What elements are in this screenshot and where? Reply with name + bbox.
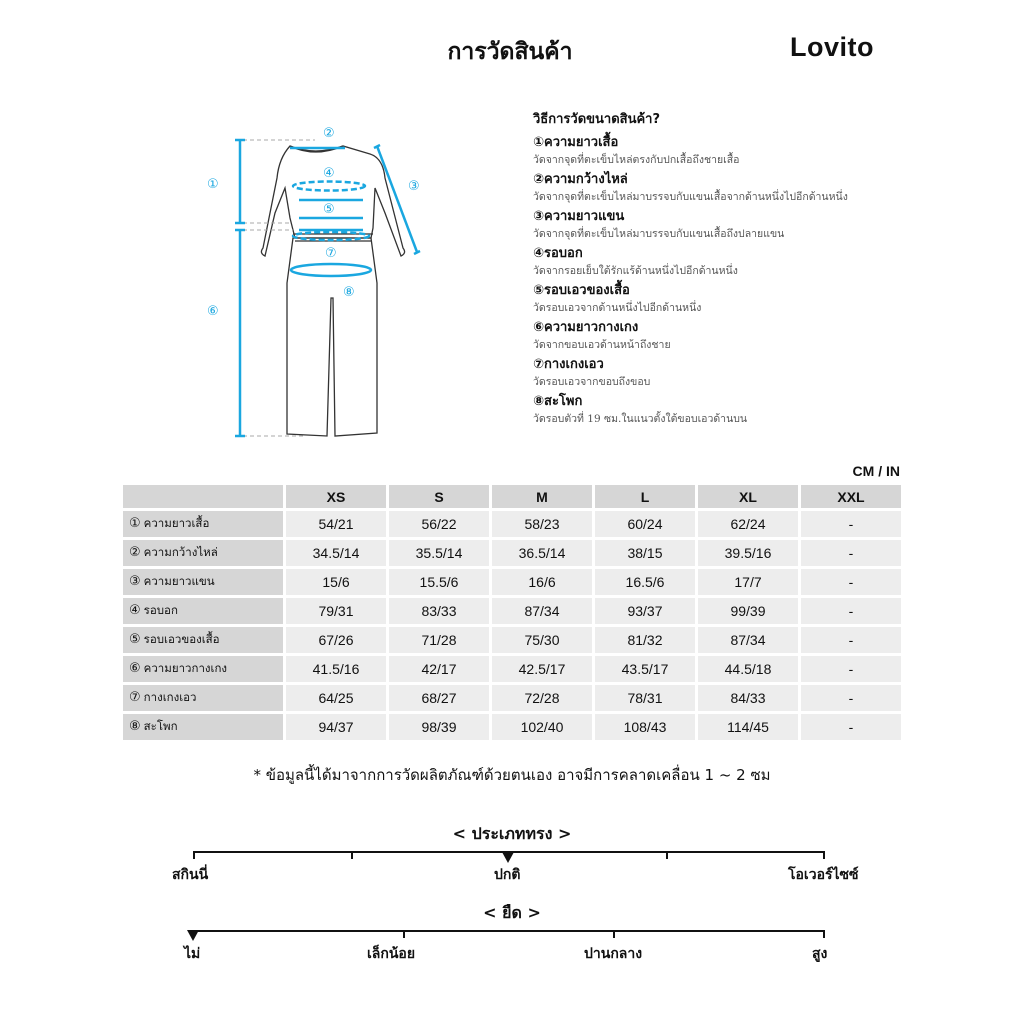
table-cell: 83/33 xyxy=(389,598,489,624)
table-row xyxy=(123,511,901,537)
stretch-scale-line xyxy=(193,930,825,932)
stretch-scale-tick xyxy=(613,931,615,938)
guide-item-desc: วัดจากจุดที่ตะเข็บไหล่มาบรรจบกับแขนเสื้อถึงปลายแขน xyxy=(533,228,785,240)
row-label xyxy=(123,511,283,537)
table-cell: - xyxy=(801,598,901,624)
callout-1: ① xyxy=(207,177,219,192)
table-cell: 43.5/17 xyxy=(595,656,695,682)
row-number: ⑥ xyxy=(129,661,141,676)
callout-7: ⑦ xyxy=(325,246,337,261)
row-number: ① xyxy=(129,516,141,531)
row-label xyxy=(123,540,283,566)
row-label-text: ความยาวเสื้อ xyxy=(143,516,210,530)
guide-item-title: ⑥ความยาวกางเกง xyxy=(533,320,639,335)
table-cell: 54/21 xyxy=(286,511,386,537)
table-cell: 98/39 xyxy=(389,714,489,740)
table-row xyxy=(123,656,901,682)
table-cell: 71/28 xyxy=(389,627,489,653)
table-corner-cell xyxy=(123,485,283,508)
row-label-text: ความยาวกางเกง xyxy=(143,661,228,675)
table-cell: 87/34 xyxy=(698,627,798,653)
guide-item xyxy=(533,170,993,205)
guide-item-desc: วัดจากจุดที่ตะเข็บไหล่ตรงกับปกเสื้อถึงชายเสื้อ xyxy=(533,154,740,166)
table-cell: 87/34 xyxy=(492,598,592,624)
fit-scale-title: < ประเภททรง > xyxy=(452,824,572,843)
table-cell: 17/7 xyxy=(698,569,798,595)
table-cell: 36.5/14 xyxy=(492,540,592,566)
guide-item xyxy=(533,392,993,427)
table-cell: 42.5/17 xyxy=(492,656,592,682)
table-row xyxy=(123,627,901,653)
fit-label-skinny: สกินนี่ xyxy=(172,867,209,883)
table-cell: 15/6 xyxy=(286,569,386,595)
table-cell: - xyxy=(801,627,901,653)
guide-item xyxy=(533,355,993,390)
row-label xyxy=(123,685,283,711)
guide-item-desc: วัดจากขอบเอวด้านหน้าถึงชาย xyxy=(533,339,671,351)
callout-4: ④ xyxy=(323,166,335,181)
table-cell: 102/40 xyxy=(492,714,592,740)
table-header-row xyxy=(123,485,901,508)
table-cell: 67/26 xyxy=(286,627,386,653)
row-label xyxy=(123,627,283,653)
row-label xyxy=(123,598,283,624)
table-cell: 114/45 xyxy=(698,714,798,740)
row-label-text: รอบอก xyxy=(143,603,178,617)
fit-scale-tick xyxy=(351,852,353,859)
guide-item-title: ②ความกว้างไหล่ xyxy=(533,172,628,187)
table-cell: - xyxy=(801,656,901,682)
table-cell: 16/6 xyxy=(492,569,592,595)
table-cell: 44.5/18 xyxy=(698,656,798,682)
guide-heading: วิธีการวัดขนาดสินค้า? xyxy=(533,112,661,127)
size-header: XL xyxy=(698,485,798,508)
row-label-text: ความยาวแขน xyxy=(143,574,215,588)
size-header: M xyxy=(492,485,592,508)
page-title: การวัดสินค้า xyxy=(447,39,573,65)
size-header: XXL xyxy=(801,485,901,508)
guide-item xyxy=(533,244,993,279)
table-row xyxy=(123,714,901,740)
table-cell: 79/31 xyxy=(286,598,386,624)
table-row xyxy=(123,540,901,566)
row-label xyxy=(123,656,283,682)
table-cell: - xyxy=(801,569,901,595)
guide-item-desc: วัดรอบเอวจากด้านหนึ่งไปอีกด้านหนึ่ง xyxy=(533,302,702,314)
row-label-text: ความกว้างไหล่ xyxy=(143,545,218,559)
table-cell: 56/22 xyxy=(389,511,489,537)
table-row xyxy=(123,685,901,711)
row-number: ⑤ xyxy=(129,632,141,647)
brand-logo: Lovito xyxy=(790,32,874,62)
callout-3: ③ xyxy=(408,179,420,194)
row-number: ③ xyxy=(129,574,141,589)
table-cell: 94/37 xyxy=(286,714,386,740)
guide-item-title: ③ความยาวแขน xyxy=(533,209,625,224)
callout-6: ⑥ xyxy=(207,304,219,319)
table-cell: 41.5/16 xyxy=(286,656,386,682)
table-cell: 35.5/14 xyxy=(389,540,489,566)
table-cell: 68/27 xyxy=(389,685,489,711)
fit-scale-tick xyxy=(666,852,668,859)
guide-item-desc: วัดรอบตัวที่ 19 ซม.ในแนวตั้งใต้ขอบเอวด้านบน xyxy=(533,413,748,425)
size-table xyxy=(120,482,904,743)
guide-item xyxy=(533,281,993,316)
guide-item-title: ⑦กางเกงเอว xyxy=(533,357,604,372)
callout-5: ⑤ xyxy=(323,202,335,217)
guide-item-title: ①ความยาวเสื้อ xyxy=(533,135,619,150)
size-header: L xyxy=(595,485,695,508)
table-row xyxy=(123,598,901,624)
table-cell: 93/37 xyxy=(595,598,695,624)
callout-2: ② xyxy=(323,126,335,141)
table-cell: 84/33 xyxy=(698,685,798,711)
unit-label: CM / IN xyxy=(852,463,900,479)
guide-item xyxy=(533,133,993,168)
size-header: S xyxy=(389,485,489,508)
guide-item xyxy=(533,207,993,242)
row-label xyxy=(123,569,283,595)
table-cell: 64/25 xyxy=(286,685,386,711)
table-cell: 38/15 xyxy=(595,540,695,566)
table-cell: - xyxy=(801,685,901,711)
garment-illustration xyxy=(195,118,435,448)
table-cell: 15.5/6 xyxy=(389,569,489,595)
fit-label-regular: ปกติ xyxy=(494,867,521,883)
row-number: ⑧ xyxy=(129,719,141,734)
table-cell: 62/24 xyxy=(698,511,798,537)
table-row xyxy=(123,569,901,595)
measurement-note: * ข้อมูลนี้ได้มาจากการวัดผลิตภัณฑ์ด้วยตนเอง อาจมีการคลาดเคลื่อน 1 ~ 2 ซม xyxy=(253,766,771,784)
table-cell: 39.5/16 xyxy=(698,540,798,566)
row-number: ⑦ xyxy=(129,690,141,705)
stretch-label-slight: เล็กน้อย xyxy=(367,946,416,962)
table-cell: 81/32 xyxy=(595,627,695,653)
guide-item xyxy=(533,318,993,353)
table-cell: 42/17 xyxy=(389,656,489,682)
table-cell: - xyxy=(801,540,901,566)
stretch-scale-title: < ยืด > xyxy=(483,903,541,922)
measurement-guide xyxy=(533,108,993,429)
stretch-label-high: สูง xyxy=(812,946,828,962)
fit-label-oversize: โอเวอร์ไซซ์ xyxy=(788,867,859,883)
table-cell: 60/24 xyxy=(595,511,695,537)
callout-8: ⑧ xyxy=(343,285,355,300)
table-cell: 58/23 xyxy=(492,511,592,537)
table-cell: 78/31 xyxy=(595,685,695,711)
guide-item-desc: วัดจากจุดที่ตะเข็บไหล่มาบรรจบกับแขนเสื้อจากด้านหนึ่งไปอีกด้านหนึ่ง xyxy=(533,191,848,203)
stretch-scale-marker xyxy=(187,930,199,941)
table-cell: 16.5/6 xyxy=(595,569,695,595)
guide-item-desc: วัดจากรอยเย็บใต้รักแร้ด้านหนึ่งไปอีกด้านหนึ่ง xyxy=(533,265,738,277)
table-cell: - xyxy=(801,511,901,537)
table-cell: - xyxy=(801,714,901,740)
guide-item-title: ④รอบอก xyxy=(533,246,583,261)
table-cell: 99/39 xyxy=(698,598,798,624)
stretch-label-none: ไม่ xyxy=(184,946,201,962)
table-cell: 34.5/14 xyxy=(286,540,386,566)
guide-item-desc: วัดรอบเอวจากขอบถึงขอบ xyxy=(533,376,651,388)
fit-scale-tick xyxy=(193,852,195,859)
table-cell: 75/30 xyxy=(492,627,592,653)
row-number: ④ xyxy=(129,603,141,618)
row-label-text: กางเกงเอว xyxy=(143,690,197,704)
table-cell: 72/28 xyxy=(492,685,592,711)
row-number: ② xyxy=(129,545,141,560)
fit-scale-tick xyxy=(823,852,825,859)
stretch-scale-tick xyxy=(403,931,405,938)
row-label-text: สะโพก xyxy=(143,719,178,733)
row-label-text: รอบเอวของเสื้อ xyxy=(143,632,220,646)
table-cell: 108/43 xyxy=(595,714,695,740)
size-header: XS xyxy=(286,485,386,508)
guide-item-title: ⑧สะโพก xyxy=(533,394,583,409)
stretch-label-moderate: ปานกลาง xyxy=(584,946,643,962)
fit-scale-marker xyxy=(502,852,514,863)
row-label xyxy=(123,714,283,740)
stretch-scale-tick xyxy=(823,931,825,938)
guide-item-title: ⑤รอบเอวของเสื้อ xyxy=(533,283,630,298)
